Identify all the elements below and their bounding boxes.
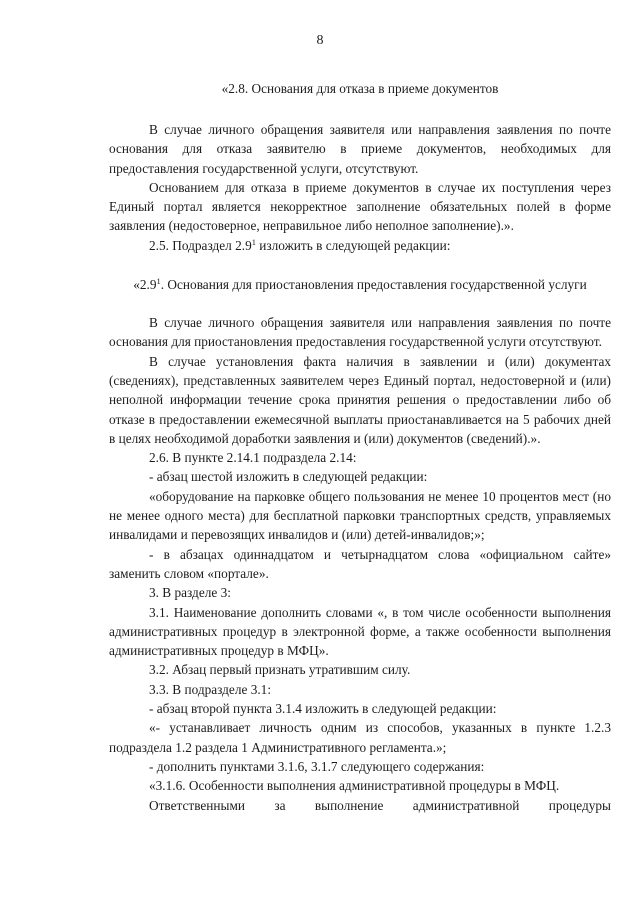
superscript: 1 [251,236,256,247]
paragraph: 3.3. В подразделе 3.1: [149,681,272,697]
paragraph: Ответственными за выполнение административной процедуры [149,797,611,813]
paragraph: В случае личного обращения заявителя или направления заявления по почте основания для отказа заявителю в приеме документов, необходимых для предоставления государственной услуги, отсутствуют. [109,122,611,176]
paragraph: В случае личного обращения заявителя или направления заявления по почте основания для приостановления предоставления государственной услуги отсутствуют. [109,315,611,350]
paragraph: 3.1. Наименование дополнить словами «, в том числе особенности выполнения административных процедур в электронной форме, а также особенности выполнения административных процедур в МФЦ». [109,604,611,659]
paragraph: Основанием для отказа в приеме документов в случае их поступления через Единый портал является некорректное заполнение обязательных полей в форме заявления (недостоверное, неправильное либо неполное заполнение).». [109,179,611,234]
document-body [109,79,611,815]
paragraph: 3. В разделе 3: [149,585,231,601]
paragraph: - дополнить пунктами 3.1.6, 3.1.7 следующего содержания: [149,758,485,774]
paragraph: - в абзацах одиннадцатом и четырнадцатом слова «официальном сайте» заменить словом «портале». [109,546,611,581]
paragraph: 3.2. Абзац первый признать утратившим силу. [149,662,411,678]
paragraph: - абзац второй пункта 3.1.4 изложить в следующей редакции: [149,701,497,717]
paragraph: «оборудование на парковке общего пользования не менее 10 процентов мест (но не менее одного места) для бесплатной парковки транспортных средств, управляемых инвалидами и перевозящих инвалидов и (или) детей-инвалидов;»; [109,488,611,543]
paragraph: «- устанавливает личность одним из способов, указанных в пункте 1.2.3 подраздела 1.2 раздела 1 Административного регламента.»; [109,720,611,755]
section-heading-2-8: «2.8. Основания для отказа в приеме документов [221,81,499,96]
paragraph: 2.5. Подраздел $2.9^1$ изложить в следующей редакции: [149,236,451,253]
paragraph: - абзац шестой изложить в следующей редакции: [149,469,428,485]
section-heading-2-9-1: «$2.9^1$. Основания для приостановления предоставления государственной услуги [133,276,587,293]
superscript: 1 [156,276,161,287]
page-number: 8 [316,33,324,48]
paragraph: «3.1.6. Особенности выполнения административной процедуры в МФЦ. [149,778,560,794]
paragraph: В случае установления факта наличия в заявлении и (или) документах (сведениях), представленных заявителем через Единый портал, недостоверной и (или) неполной информации течение срока принятия решения о предоставлении либо об отказе в предоставлении ежемесячной выплаты приостанавливается на 5 рабочих дней в целях необходимой доработки заявления и (или) документов (сведений).». [109,353,611,446]
paragraph: 2.6. В пункте 2.14.1 подраздела 2.14: [149,450,357,466]
